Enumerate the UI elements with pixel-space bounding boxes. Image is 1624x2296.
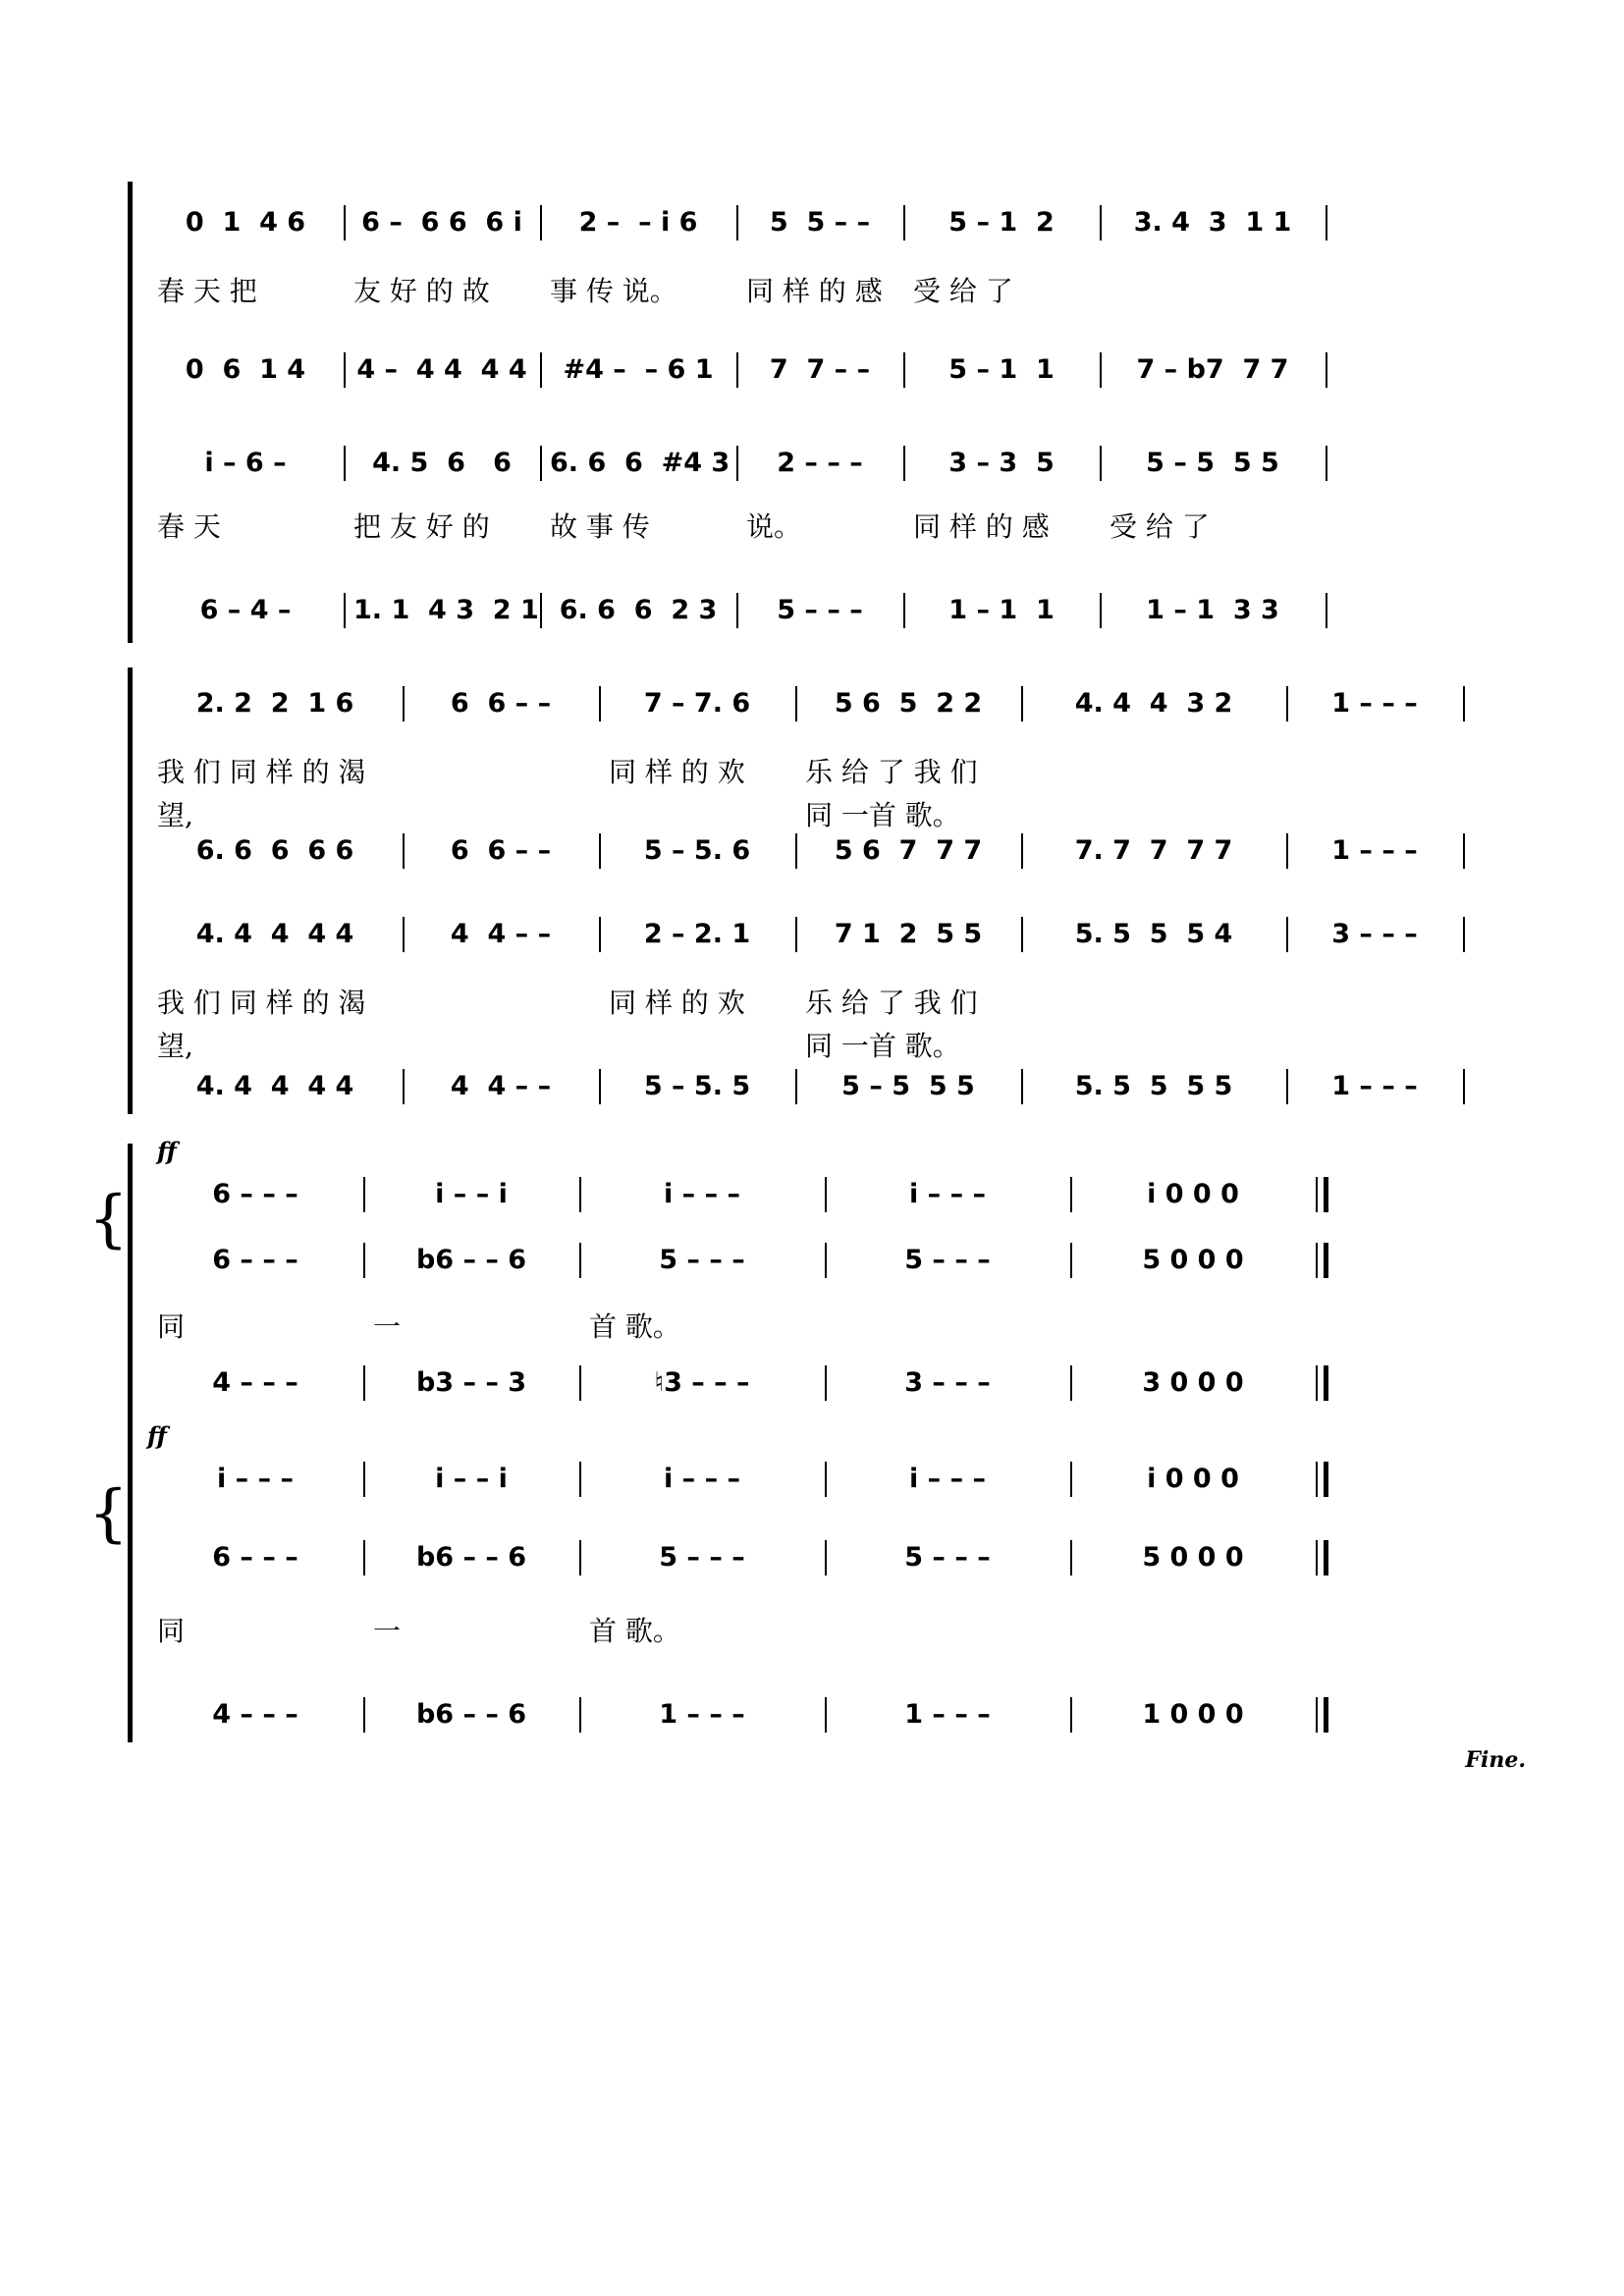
- staff-brace: {: [88, 1183, 129, 1255]
- note-measure: 0 6 1 4: [185, 354, 306, 385]
- note-measure: 5 – – –: [659, 1542, 745, 1573]
- barline: [363, 1540, 365, 1575]
- final-barline: [1324, 1462, 1328, 1497]
- barline: [795, 686, 797, 721]
- note-measure: ♮3 – – –: [654, 1367, 750, 1398]
- lyric-measure: 我 们 同 样 的 渴 望,: [157, 987, 366, 1062]
- note-measure: 4. 4 4 3 2: [1074, 688, 1233, 719]
- lyric-measure: 春 天: [157, 510, 221, 543]
- lyric-measure: [412, 751, 589, 794]
- barline: [344, 593, 346, 628]
- note-measure: 6 – – –: [212, 1245, 298, 1275]
- note-measure: 1 – – –: [1331, 1071, 1418, 1101]
- note-measure: 3 0 0 0: [1142, 1367, 1244, 1398]
- note-measure: 6 – 4 –: [199, 595, 292, 625]
- lyric-measure: 把 友 好 的: [353, 510, 490, 543]
- system-2-row-6: [147, 1065, 1522, 1108]
- system-3-row-3: [147, 1306, 1522, 1349]
- note-measure: 3. 4 3 1 1: [1133, 207, 1292, 238]
- barline: [1070, 1365, 1072, 1401]
- lyric-measure: 同 样 的 感: [746, 275, 883, 307]
- note-measure: 5 6 5 2 2: [834, 688, 983, 719]
- barline: [579, 1365, 581, 1401]
- note-measure: 2 – – i 6: [578, 207, 698, 238]
- lyric-measure: [1031, 982, 1276, 1025]
- note-measure: 6. 6 6 6 6: [195, 835, 354, 866]
- system-1-row-6: [147, 589, 1522, 632]
- note-measure: 5 – 1 1: [948, 354, 1055, 385]
- system-2-row-5: [147, 982, 1522, 1062]
- system-3-row-2: [147, 1239, 1522, 1282]
- note-measure: 6 – – –: [212, 1179, 298, 1209]
- lyric-measure: 一: [373, 1310, 402, 1343]
- final-barline: [1324, 1365, 1328, 1401]
- lyric-measure: 乐 给 了 我 们 同 一首 歌。: [805, 756, 978, 831]
- barline: [1100, 446, 1102, 481]
- system-1-row-5: [147, 506, 1522, 549]
- lyric-measure: [412, 982, 589, 1025]
- note-measure: 7 – 7. 6: [643, 688, 751, 719]
- barline: [579, 1243, 581, 1278]
- note-measure: 3 – 3 5: [948, 448, 1055, 478]
- note-measure: 2. 2 2 1 6: [195, 688, 354, 719]
- barline: [1316, 1462, 1318, 1497]
- system-1-row-4: [147, 442, 1522, 485]
- note-measure: b3 – – 3: [415, 1367, 527, 1398]
- barline: [1326, 205, 1327, 240]
- lyric-measure: 春 天 把: [157, 275, 257, 307]
- note-measure: b6 – – 6: [415, 1542, 527, 1573]
- system-3-row-7: [147, 1610, 1522, 1653]
- note-measure: 1 – 1 1: [948, 595, 1055, 625]
- barline: [1021, 1069, 1023, 1104]
- barline: [1070, 1697, 1072, 1733]
- barline: [1070, 1243, 1072, 1278]
- lyric-measure: [1296, 751, 1453, 794]
- barline: [344, 446, 346, 481]
- barline: [403, 833, 405, 869]
- note-measure: b6 – – 6: [415, 1699, 527, 1730]
- note-measure: i – – –: [909, 1464, 986, 1494]
- system-2-row-4: [147, 913, 1522, 956]
- system-2-row-2: [147, 751, 1522, 831]
- barline: [1463, 917, 1465, 952]
- note-measure: 6. 6 6 2 3: [559, 595, 718, 625]
- note-measure: 7 1 2 5 5: [834, 919, 983, 949]
- note-measure: 1 0 0 0: [1142, 1699, 1244, 1730]
- system-3-row-5: [147, 1458, 1522, 1501]
- note-measure: i – – –: [664, 1464, 740, 1494]
- barline: [344, 352, 346, 388]
- dynamic-marking: ff: [147, 1421, 167, 1450]
- note-measure: 5 – 5 5 5: [1146, 448, 1279, 478]
- barline: [1286, 833, 1288, 869]
- note-measure: 3 – – –: [904, 1367, 991, 1398]
- barline: [1021, 833, 1023, 869]
- system-3-row-8: [147, 1693, 1522, 1736]
- lyric-measure: 一: [373, 1615, 402, 1647]
- lyric-measure: 同: [157, 1615, 186, 1647]
- note-measure: 6 – 6 6 6 i: [361, 207, 522, 238]
- lyric-measure: 同 样 的 欢: [609, 987, 745, 1019]
- barline: [540, 352, 542, 388]
- system-3-row-1: [147, 1173, 1522, 1216]
- lyric-measure: [835, 1610, 1060, 1653]
- barline: [1326, 593, 1327, 628]
- lyric-measure: 受 给 了: [913, 275, 1013, 307]
- barline: [599, 686, 601, 721]
- system-1-row-3: [147, 348, 1522, 392]
- barline: [1070, 1462, 1072, 1497]
- barline: [1463, 1069, 1465, 1104]
- system-2-row-3: [147, 829, 1522, 873]
- barline: [403, 686, 405, 721]
- barline: [599, 917, 601, 952]
- lyric-measure: [1080, 1610, 1306, 1653]
- lyric-measure: 友 好 的 故: [353, 275, 490, 307]
- lyric-measure: 事 传 说。: [550, 275, 677, 307]
- note-measure: 5 – – –: [904, 1245, 991, 1275]
- note-measure: 4. 4 4 4 4: [195, 919, 354, 949]
- lyric-measure: [1110, 270, 1316, 313]
- barline: [795, 917, 797, 952]
- barline: [363, 1697, 365, 1733]
- system-1-row-2: [147, 270, 1522, 313]
- lyric-measure: 我 们 同 样 的 渴 望,: [157, 756, 366, 831]
- barline: [344, 205, 346, 240]
- lyric-measure: 说。: [746, 510, 802, 543]
- note-measure: 4 – – –: [212, 1699, 298, 1730]
- system-bracket: [128, 1144, 133, 1742]
- barline: [736, 352, 738, 388]
- note-measure: 1 – 1 3 3: [1146, 595, 1279, 625]
- note-measure: 1. 1 4 3 2 1: [353, 595, 539, 625]
- note-measure: i – – i: [435, 1464, 508, 1494]
- barline: [825, 1540, 827, 1575]
- barline: [736, 446, 738, 481]
- barline: [903, 205, 905, 240]
- note-measure: 3 – – –: [1331, 919, 1418, 949]
- lyric-measure: 首 歌。: [589, 1310, 680, 1343]
- note-measure: i – – –: [217, 1464, 294, 1494]
- note-measure: 2 – 2. 1: [643, 919, 751, 949]
- barline: [1463, 686, 1465, 721]
- note-measure: 5 – 5. 6: [643, 835, 751, 866]
- note-measure: 5 5 – –: [769, 207, 871, 238]
- barline: [736, 205, 738, 240]
- fine-label: Fine.: [1465, 1747, 1526, 1773]
- barline: [1070, 1177, 1072, 1212]
- barline: [825, 1177, 827, 1212]
- barline: [1100, 593, 1102, 628]
- lyric-measure: 乐 给 了 我 们 同 一首 歌。: [805, 987, 978, 1062]
- system-3-row-6: [147, 1536, 1522, 1579]
- barline: [1316, 1243, 1318, 1278]
- lyric-measure: 同: [157, 1310, 186, 1343]
- note-measure: 6 6 – –: [450, 835, 552, 866]
- note-measure: 1 – – –: [659, 1699, 745, 1730]
- lyric-measure: 首 歌。: [589, 1615, 680, 1647]
- note-measure: 0 1 4 6: [185, 207, 306, 238]
- note-measure: 5. 5 5 5 5: [1074, 1071, 1233, 1101]
- final-barline: [1324, 1697, 1328, 1733]
- note-measure: 1 – – –: [1331, 835, 1418, 866]
- note-measure: 5 0 0 0: [1142, 1542, 1244, 1573]
- note-measure: i 0 0 0: [1147, 1464, 1239, 1494]
- lyric-measure: [1080, 1306, 1306, 1349]
- barline: [1100, 352, 1102, 388]
- barline: [1286, 917, 1288, 952]
- note-measure: 5. 5 5 5 4: [1074, 919, 1233, 949]
- note-measure: i 0 0 0: [1147, 1179, 1239, 1209]
- note-measure: 5 6 7 7 7: [834, 835, 983, 866]
- barline: [363, 1177, 365, 1212]
- note-measure: 5 – – –: [659, 1245, 745, 1275]
- note-measure: 4 4 – –: [450, 919, 552, 949]
- barline: [736, 593, 738, 628]
- barline: [579, 1462, 581, 1497]
- lyric-measure: [1031, 751, 1276, 794]
- barline: [795, 1069, 797, 1104]
- note-measure: 5 0 0 0: [1142, 1245, 1244, 1275]
- barline: [825, 1243, 827, 1278]
- note-measure: 5 – – –: [777, 595, 863, 625]
- barline: [363, 1243, 365, 1278]
- note-measure: 4. 4 4 4 4: [195, 1071, 354, 1101]
- lyric-measure: 故 事 传: [550, 510, 650, 543]
- barline: [540, 205, 542, 240]
- barline: [903, 446, 905, 481]
- note-measure: 1 – – –: [1331, 688, 1418, 719]
- final-barline: [1324, 1540, 1328, 1575]
- note-measure: 6 – – –: [212, 1542, 298, 1573]
- final-barline: [1324, 1243, 1328, 1278]
- note-measure: i – – –: [909, 1179, 986, 1209]
- note-measure: 6 6 – –: [450, 688, 552, 719]
- system-3-row-4: [147, 1362, 1522, 1405]
- note-measure: i – – –: [664, 1179, 740, 1209]
- barline: [1326, 446, 1327, 481]
- note-measure: 5 – 5 5 5: [841, 1071, 975, 1101]
- barline: [825, 1462, 827, 1497]
- barline: [579, 1697, 581, 1733]
- lyric-measure: [1296, 982, 1453, 1025]
- barline: [1463, 833, 1465, 869]
- barline: [1326, 352, 1327, 388]
- system-bracket: [128, 667, 133, 1114]
- note-measure: 5 – 5. 5: [643, 1071, 751, 1101]
- barline: [363, 1365, 365, 1401]
- lyric-measure: 受 给 了: [1110, 510, 1210, 543]
- barline: [540, 593, 542, 628]
- system-2-row-1: [147, 682, 1522, 725]
- barline: [540, 446, 542, 481]
- barline: [1316, 1177, 1318, 1212]
- barline: [1070, 1540, 1072, 1575]
- staff-brace: {: [88, 1477, 129, 1550]
- final-barline: [1324, 1177, 1328, 1212]
- note-measure: 4 4 – –: [450, 1071, 552, 1101]
- note-measure: 2 – – –: [777, 448, 863, 478]
- barline: [1316, 1365, 1318, 1401]
- note-measure: 6. 6 6 #4 3: [550, 448, 731, 478]
- note-measure: 4 – 4 4 4 4: [356, 354, 527, 385]
- lyric-measure: 同 样 的 欢: [609, 756, 745, 788]
- barline: [579, 1177, 581, 1212]
- note-measure: i – – i: [435, 1179, 508, 1209]
- note-measure: 4 – – –: [212, 1367, 298, 1398]
- barline: [1021, 686, 1023, 721]
- barline: [403, 917, 405, 952]
- note-measure: 5 – – –: [904, 1542, 991, 1573]
- barline: [1316, 1540, 1318, 1575]
- barline: [363, 1462, 365, 1497]
- barline: [579, 1540, 581, 1575]
- note-measure: 7 – b7 7 7: [1136, 354, 1289, 385]
- barline: [1286, 686, 1288, 721]
- note-measure: b6 – – 6: [415, 1245, 527, 1275]
- barline: [1021, 917, 1023, 952]
- barline: [825, 1697, 827, 1733]
- dynamic-marking: ff: [157, 1137, 177, 1165]
- barline: [825, 1365, 827, 1401]
- barline: [403, 1069, 405, 1104]
- note-measure: 7. 7 7 7 7: [1074, 835, 1233, 866]
- note-measure: 5 – 1 2: [948, 207, 1055, 238]
- barline: [795, 833, 797, 869]
- barline: [1100, 205, 1102, 240]
- system-1-row-1: [147, 201, 1522, 244]
- barline: [599, 833, 601, 869]
- barline: [1286, 1069, 1288, 1104]
- barline: [599, 1069, 601, 1104]
- note-measure: 7 7 – –: [769, 354, 871, 385]
- note-measure: 4. 5 6 6: [372, 448, 512, 478]
- note-measure: i – 6 –: [204, 448, 287, 478]
- lyric-measure: [835, 1306, 1060, 1349]
- barline: [903, 593, 905, 628]
- system-bracket: [128, 182, 133, 643]
- barline: [1316, 1697, 1318, 1733]
- barline: [903, 352, 905, 388]
- note-measure: #4 – – 6 1: [563, 354, 714, 385]
- lyric-measure: 同 样 的 感: [913, 510, 1050, 543]
- note-measure: 1 – – –: [904, 1699, 991, 1730]
